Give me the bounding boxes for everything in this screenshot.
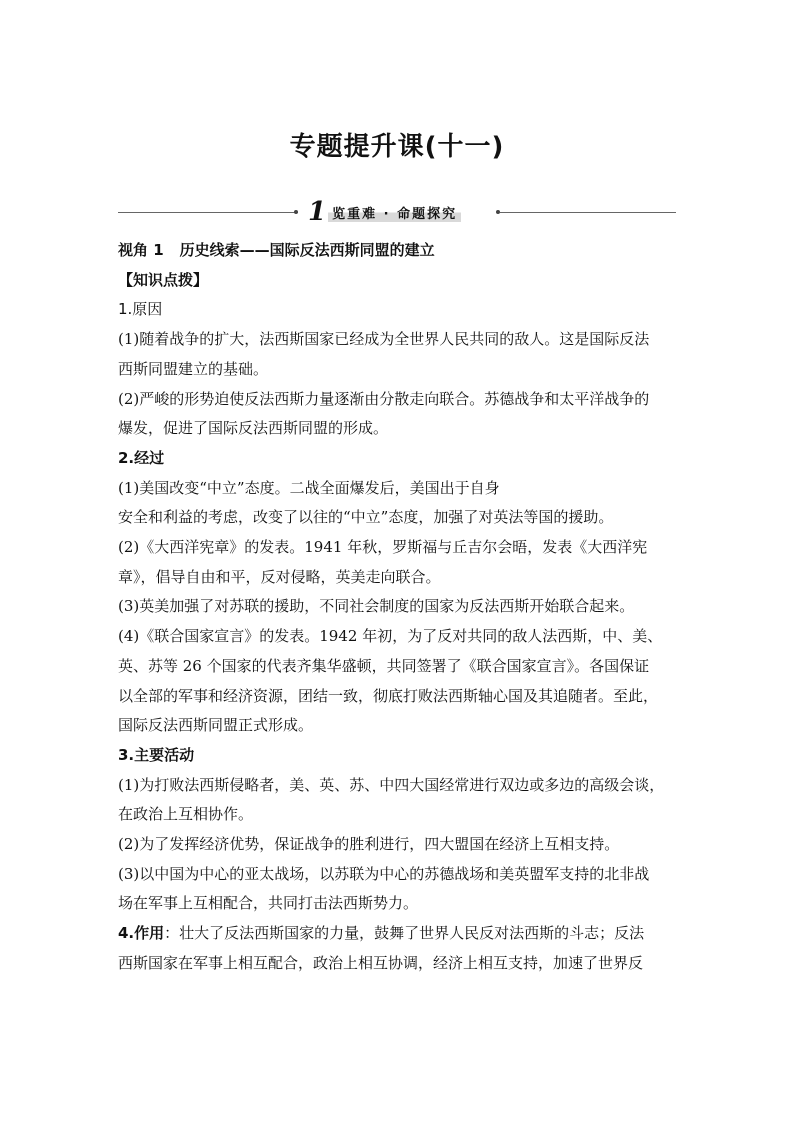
heading-process: 2.经过 <box>118 448 165 467</box>
banner-left-dot <box>294 210 298 214</box>
text-line-role <box>118 919 688 949</box>
text-line: 安全和利益的考虑，改变了以往的“中立”态度，加强了对英法等国的援助。 <box>118 508 614 527</box>
section-topic: 历史线索——国际反法西斯同盟的建立 <box>179 241 435 259</box>
text-line: 章》，倡导自由和平，反对侵略，英美走向联合。 <box>118 567 441 586</box>
heading-causes: 1.原因 <box>118 300 163 319</box>
banner-right-rule <box>500 212 676 213</box>
banner-text: 览重难 · 命题探究 <box>328 203 461 222</box>
role-text: ：壮大了反法西斯国家的力量，鼓舞了世界人民反对法西斯的斗志；反法 <box>164 924 645 943</box>
banner-number: 1 <box>308 197 327 227</box>
text-line: (3)以中国为中心的亚太战场，以苏联为中心的苏德战场和美英盟军支持的北非战 <box>118 864 650 883</box>
text-line: (1)为打败法西斯侵略者，美、英、苏、中四大国经常进行双边或多边的高级会谈， <box>118 775 665 794</box>
section-banner <box>118 197 676 227</box>
text-line: (2)《大西洋宪章》的发表。1941 年秋，罗斯福与丘吉尔会晤，发表《大西洋宪 <box>118 538 648 557</box>
section-heading <box>118 236 688 266</box>
text-line: 以全部的军事和经济资源，团结一致，彻底打败法西斯轴心国及其追随者。至此， <box>118 686 659 705</box>
text-line: 英、苏等 26 个国家的代表齐集华盛顿，共同签署了《联合国家宣言》。各国保证 <box>118 656 650 675</box>
text-line: (2)严峻的形势迫使反法西斯力量逐渐由分散走向联合。苏德战争和太平洋战争的 <box>118 389 650 408</box>
text-line: 场在军事上互相配合，共同打击法西斯势力。 <box>118 894 419 913</box>
banner-left-rule <box>118 212 298 213</box>
document-body <box>118 236 688 979</box>
heading-role: 4.作用 <box>118 924 165 943</box>
page-title: 专题提升课(十一) <box>289 132 505 162</box>
banner-label <box>308 197 478 227</box>
text-line: 在政治上互相协作。 <box>118 805 254 824</box>
text-line: 国际反法西斯同盟正式形成。 <box>118 716 314 735</box>
section-label: 视角 1 <box>118 241 164 259</box>
heading-activities: 3.主要活动 <box>118 745 195 764</box>
text-line: (4)《联合国家宣言》的发表。1942 年初，为了反对共同的敌人法西斯，中、美、 <box>118 627 663 646</box>
text-line: (3)英美加强了对苏联的援助，不同社会制度的国家为反法西斯开始联合起来。 <box>118 597 635 616</box>
knowledge-header: 【知识点拨】 <box>118 270 209 289</box>
text-line: 西斯国家在军事上相互配合，政治上相互协调，经济上相互支持，加速了世界反 <box>118 953 644 972</box>
text-line: (2)为了发挥经济优势，保证战争的胜利进行，四大盟国在经济上互相支持。 <box>118 835 620 854</box>
text-line: 西斯同盟建立的基础。 <box>118 359 269 378</box>
text-line: 爆发，促进了国际反法西斯同盟的形成。 <box>118 419 389 438</box>
text-line: (1)美国改变“中立”态度。二战全面爆发后，美国出于自身 <box>118 478 500 497</box>
text-line: (1)随着战争的扩大，法西斯国家已经成为全世界人民共同的敌人。这是国际反法 <box>118 330 650 349</box>
